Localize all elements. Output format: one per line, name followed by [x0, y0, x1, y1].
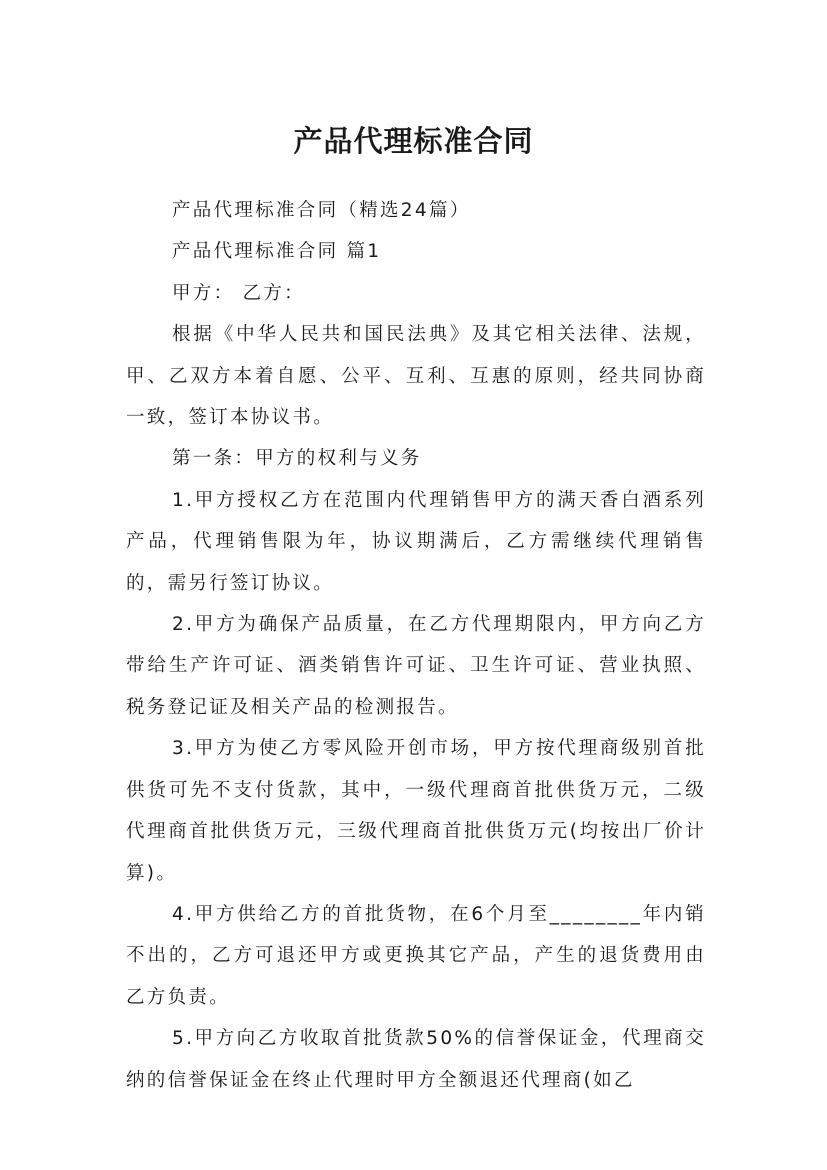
- paragraph-section-heading: 产品代理标准合同 篇1: [172, 241, 382, 263]
- document-body: [126, 190, 706, 1101]
- paragraph-clause-3: 3.甲方为使乙方零风险开创市场，甲方按代理商级别首批供货可先不支付货款，其中，一级代理商首批供货万元，二级代理商首批供货万元，三级代理商首批供货万元(均按出厂价计算)。: [126, 738, 706, 884]
- paragraph-clause-4: 4.甲方供给乙方的首批货物，在6个月至________年内销不出的，乙方可退还甲方或更换其它产品，产生的退货费用由乙方负责。: [126, 903, 706, 1008]
- document-title: 产品代理标准合同: [293, 124, 534, 159]
- paragraph-clause-2: 2.甲方为确保产品质量，在乙方代理期限内，甲方向乙方带给生产许可证、酒类销售许可证、卫生许可证、营业执照、税务登记证及相关产品的检测报告。: [126, 614, 706, 718]
- paragraph-parties: 甲方： 乙方：: [172, 282, 305, 304]
- paragraph-clause-1: 1.甲方授权乙方在范围内代理销售甲方的满天香白酒系列产品，代理销售限为年，协议期满后，乙方需继续代理销售的，需另行签订协议。: [126, 489, 706, 594]
- paragraph-preamble: 根据《中华人民共和国民法典》及其它相关法律、法规，甲、乙双方本着自愿、公平、互利、互惠的原则，经共同协商一致，签订本协议书。: [126, 324, 706, 429]
- paragraph-article-heading: 第一条：甲方的权利与义务: [172, 448, 422, 470]
- paragraph-clause-5: 5.甲方向乙方收取首批货款50%的信誉保证金，代理商交纳的信誉保证金在终止代理时甲方全额退还代理商(如乙: [126, 1028, 706, 1091]
- paragraph-subtitle: 产品代理标准合同（精选24篇）: [172, 200, 471, 221]
